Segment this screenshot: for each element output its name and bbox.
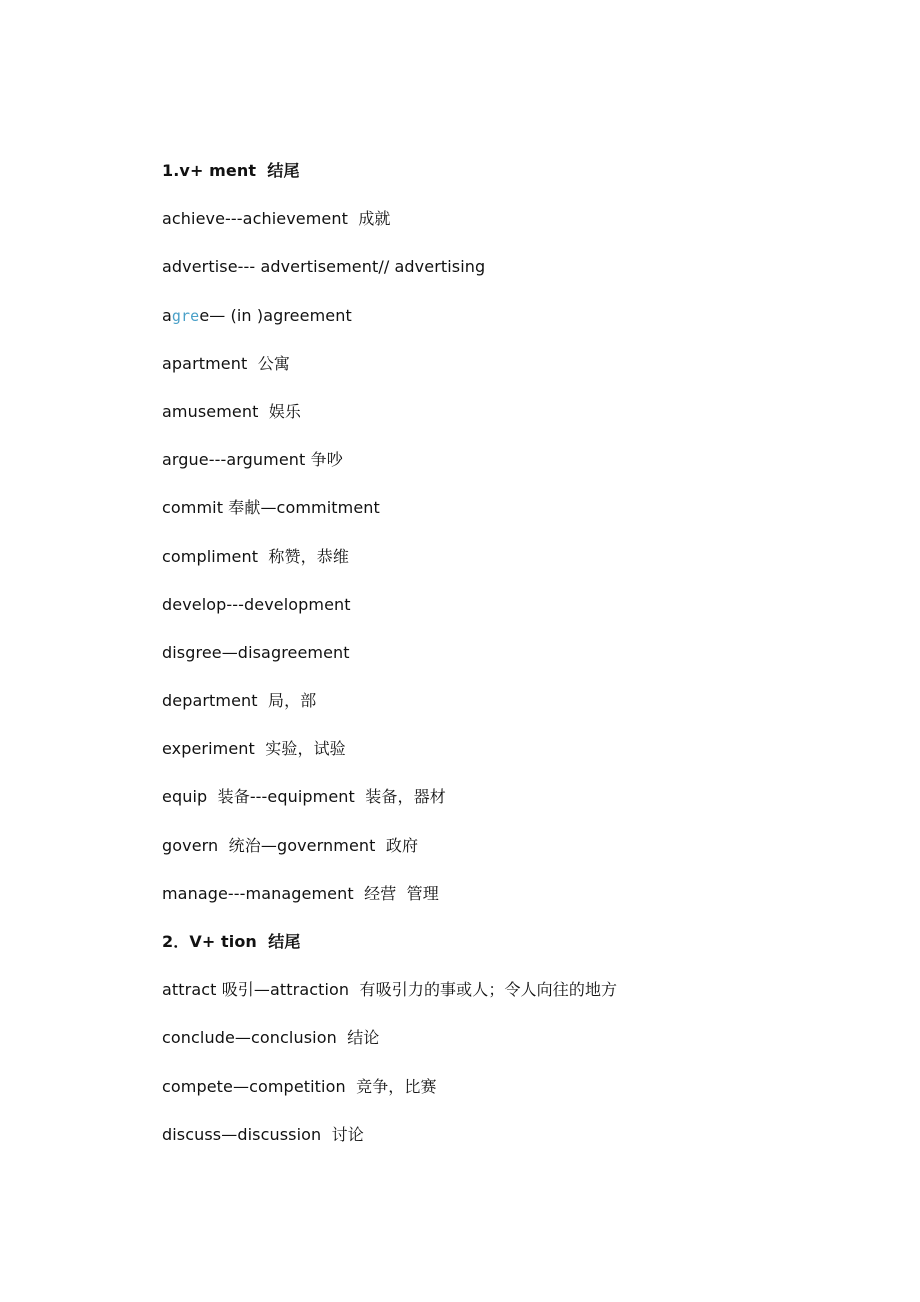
list-item: compete—competition 竞争，比赛 xyxy=(162,1076,437,1096)
list-item: amusement 娱乐 xyxy=(162,401,302,421)
list-item: apartment 公寓 xyxy=(162,353,290,373)
list-item: equip 装备---equipment 装备，器材 xyxy=(162,787,446,807)
list-item: disgree—disagreement xyxy=(162,642,350,662)
list-item: commit 奉献—commitment xyxy=(162,498,380,518)
agree-prefix: a xyxy=(162,305,172,325)
list-item: govern 统治—government 政府 xyxy=(162,835,419,855)
list-item: conclude—conclusion 结论 xyxy=(162,1028,380,1048)
section-heading-ment: 1.v+ ment 结尾 xyxy=(162,161,300,180)
list-item: compliment 称赞，恭维 xyxy=(162,546,349,566)
list-item: manage---management 经营 管理 xyxy=(162,883,439,903)
list-item: develop---development xyxy=(162,594,351,614)
list-item: attract 吸引—attraction 有吸引力的事或人；令人向往的地方 xyxy=(162,980,618,1000)
list-item-agree xyxy=(162,303,862,351)
list-item: achieve---achievement 成就 xyxy=(162,209,391,229)
vocabulary-list xyxy=(162,158,862,1170)
section-heading-tion: 2．V+ tion 结尾 xyxy=(162,932,301,951)
list-item: discuss—discussion 讨论 xyxy=(162,1124,364,1144)
list-item: experiment 实验，试验 xyxy=(162,739,346,759)
agree-accent-text: gre xyxy=(171,306,200,325)
list-item: department 局，部 xyxy=(162,691,317,711)
list-item: argue---argument 争吵 xyxy=(162,450,343,470)
agree-suffix: e— (in )agreement xyxy=(199,305,352,325)
list-item: advertise--- advertisement// advertising xyxy=(162,257,486,277)
